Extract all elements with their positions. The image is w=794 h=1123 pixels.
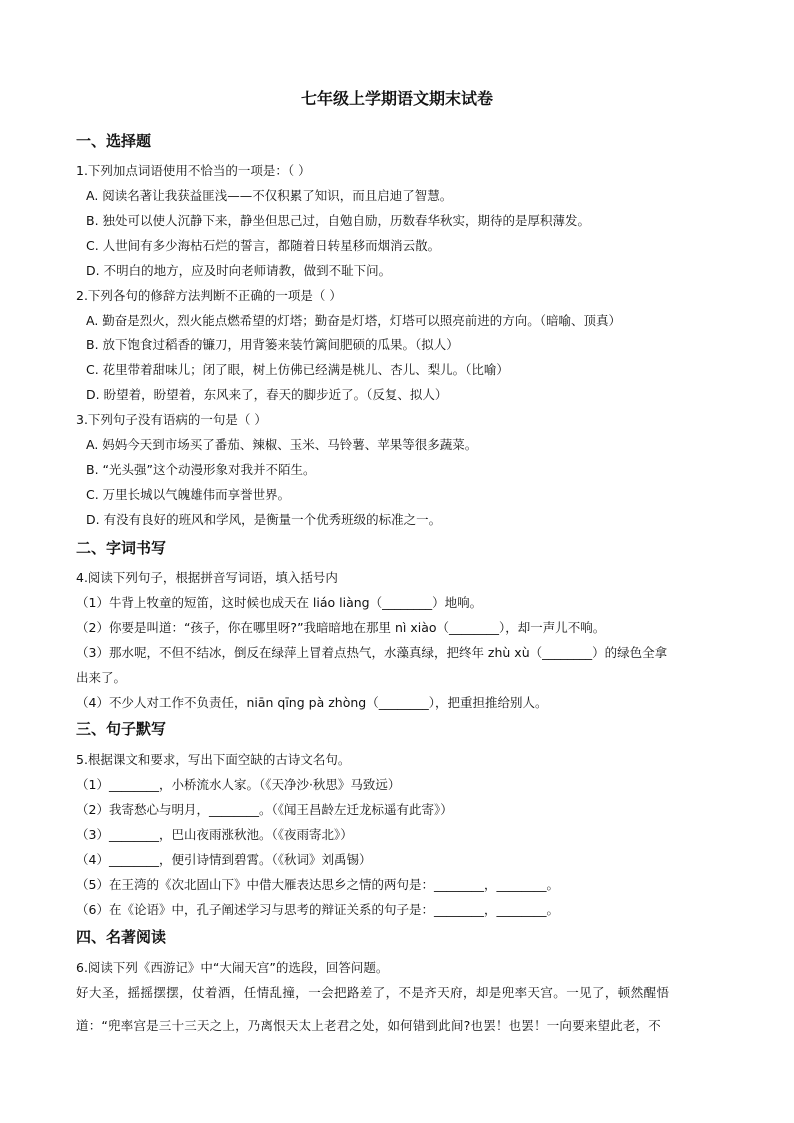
question-2-option-c: C. 花里带着甜味儿；闭了眼，树上仿佛已经满是桃儿、杏儿、梨儿。（比喻） (86, 362, 509, 377)
question-5-item-3: （3）________，巴山夜雨涨秋池。（《夜雨寄北》） (76, 827, 353, 842)
question-1-option-d: D. 不明白的地方，应及时向老师请教，做到不耻下问。 (86, 263, 392, 278)
question-1-option-c: C. 人世间有多少海枯石烂的誓言，都随着日转星移而烟消云散。 (86, 238, 441, 253)
section-heading-words: 二、字词书写 (76, 539, 167, 557)
question-6-passage-line-2: 道：“兜率宫是三十三天之上，乃离恨天太上老君之处，如何错到此间?也罢！也罢！一向要来望此老，不 (76, 1018, 662, 1033)
question-3-option-d: D. 有没有良好的班风和学风，是衡量一个优秀班级的标准之一。 (86, 512, 442, 527)
question-1-stem: 1.下列加点词语使用不恰当的一项是：（ ） (76, 163, 311, 178)
question-4-item-3: （3）那水呢，不但不结冰，倒反在绿萍上冒着点热气，水藻真绿，把终年 zhù xù（________）的绿色全拿 (76, 645, 668, 660)
question-6-stem: 6.阅读下列《西游记》中“大闹天宫”的选段，回答问题。 (76, 960, 389, 975)
question-5-stem: 5.根据课文和要求，写出下面空缺的古诗文名句。 (76, 752, 351, 767)
question-2-option-a: A. 勤奋是烈火，烈火能点燃希望的灯塔；勤奋是灯塔，灯塔可以照亮前进的方向。（暗喻、顶真） (86, 313, 622, 328)
question-5-item-2: （2）我寄愁心与明月，________。（《闻王昌龄左迁龙标遥有此寄》） (76, 802, 453, 817)
section-heading-choice: 一、选择题 (76, 132, 152, 150)
question-3-option-c: C. 万里长城以气魄雄伟而享誉世界。 (86, 487, 291, 502)
question-1-option-b: B. 独处可以使人沉静下来，静坐但思己过，自勉自励，历数春华秋实，期待的是厚积薄发。 (86, 213, 591, 228)
page-title: 七年级上学期语文期末试卷 (300, 89, 493, 108)
question-5-item-5: （5）在王湾的《次北固山下》中借大雁表达思乡之情的两句是：________，________。 (76, 877, 559, 892)
question-4-item-2: （2）你要是叫道：“孩子，你在哪里呀?”我暗暗地在那里 nì xiào（________），却一声儿不响。 (76, 620, 606, 635)
question-4-item-4: （4）不少人对工作不负责任，niān qīng pà zhòng（________），把重担推给别人。 (76, 695, 548, 710)
question-3-option-a: A. 妈妈今天到市场买了番茄、辣椒、玉米、马铃薯、苹果等很多蔬菜。 (86, 437, 478, 452)
section-heading-classics: 四、名著阅读 (76, 928, 167, 946)
question-2-stem: 2.下列各句的修辞方法判断不正确的一项是（ ） (76, 288, 342, 303)
question-6-passage-line-1: 好大圣，摇摇摆摆，仗着酒，任情乱撞，一会把路差了，不是齐天府，却是兜率天宫。一见了，顿然醒悟 (76, 985, 670, 1000)
question-4-item-3-cont: 出来了。 (76, 670, 127, 685)
question-4-stem: 4.阅读下列句子，根据拼音写词语，填入括号内 (76, 570, 338, 585)
question-2-option-d: D. 盼望着，盼望着，东风来了，春天的脚步近了。（反复、拟人） (86, 387, 448, 402)
question-2-option-b: B. 放下饱食过稻香的镰刀，用背篓来装竹篱间肥硕的瓜果。（拟人） (86, 337, 459, 352)
question-1-option-a: A. 阅读名著让我获益匪浅——不仅积累了知识，而且启迪了智慧。 (86, 188, 453, 203)
section-heading-recitation: 三、句子默写 (76, 720, 167, 738)
question-3-stem: 3.下列句子没有语病的一句是（ ） (76, 412, 267, 427)
question-3-option-b: B. “光头强”这个动漫形象对我并不陌生。 (86, 462, 316, 477)
question-4-item-1: （1）牛背上牧童的短笛，这时候也成天在 liáo liàng（________）地响。 (76, 595, 483, 610)
question-5-item-1: （1）________，小桥流水人家。（《天净沙·秋思》马致远） (76, 777, 401, 792)
question-5-item-4: （4）________，便引诗情到碧霄。（《秋词》刘禹锡） (76, 852, 372, 867)
question-5-item-6: （6）在《论语》中，孔子阐述学习与思考的辩证关系的句子是：________，________。 (76, 902, 559, 917)
